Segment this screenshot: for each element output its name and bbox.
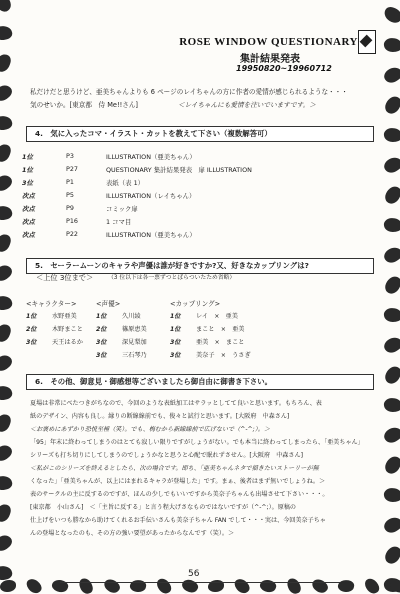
intro-line-2-credit: 気のせいか。[東京都 侍 Me!!さん] [30, 101, 138, 109]
rose-icon [0, 322, 12, 343]
rose-icon [0, 442, 14, 464]
rose-icon [382, 514, 400, 536]
voice-item [96, 324, 147, 333]
rank-label: 1位 [170, 326, 181, 333]
rank-label: 3位 [96, 352, 107, 359]
rank-label: 次点 [22, 205, 35, 213]
rank-label: 1位 [22, 153, 33, 161]
voice-item [96, 311, 141, 320]
comment-line: 仕上げをいつも勝なから助けてくれるお手伝いさんも美奈子ちゃん FAN でして・・・実は、今回美奈子ちゃ [30, 517, 326, 524]
item-name: 木野まこと [52, 326, 83, 333]
rose-border-left [0, 0, 22, 594]
rank-label: 1位 [170, 313, 181, 320]
couples-item [170, 337, 245, 346]
rank-label: 3位 [170, 352, 181, 359]
rose-icon [383, 454, 400, 476]
couples-item [170, 311, 238, 320]
page-subtitle: 集計結果発表 [240, 54, 300, 65]
rank-label: 3位 [26, 339, 37, 346]
rank-label: 3位 [22, 179, 33, 187]
rose-icon [78, 576, 95, 594]
rank-label: 次点 [22, 218, 35, 226]
voice-item [96, 350, 147, 359]
rank-label: 2位 [96, 326, 107, 333]
rose-icon [383, 364, 400, 386]
rose-icon [258, 578, 277, 594]
footer-rule [60, 582, 340, 583]
rose-icon [155, 576, 173, 594]
rose-icon [129, 579, 147, 594]
page-ref: P3 [66, 152, 74, 160]
item-label: ILLUSTRATION（亜美ちゃん） [106, 231, 196, 239]
comment-line: ＜お褒めにあずかり恐悦至極（笑）。でも、梅むから新線線前で広げないで（^-^;）。＞ [30, 426, 270, 433]
rose-icon [0, 532, 14, 554]
rose-icon [0, 82, 14, 104]
survey-dates: 19950820~19960712 [236, 64, 332, 73]
rose-icon [102, 576, 122, 594]
couples-item [170, 350, 251, 359]
rose-icon [382, 64, 400, 86]
rose-icon [388, 577, 400, 594]
rose-icon [383, 274, 400, 296]
item-name: レイ × 亜美 [196, 313, 238, 320]
item-name: 美奈子 × うさぎ [196, 352, 251, 359]
item-label: 表紙（表 1） [106, 179, 145, 187]
section-5-top3-label: ＜上位 3位まで＞ [36, 273, 94, 282]
rank-label: 3位 [170, 339, 181, 346]
page-ref: P1 [66, 178, 74, 186]
rose-icon [0, 114, 13, 131]
rose-icon [0, 142, 12, 163]
rose-icon [383, 94, 400, 116]
rose-icon [383, 307, 400, 323]
rose-icon [383, 127, 400, 143]
comment-line: 紙のデザイン、内容も良し。縁りの断線線前でも、俊々と試行と思います。[大阪府 中森さん] [30, 413, 290, 420]
page-ref: P5 [66, 191, 74, 199]
section-5-heading-text: 5. セーラームーンのキャラや声優は誰が好きですか?又、好きなカップリングは? [35, 261, 309, 270]
rank-label: 2位 [26, 326, 37, 333]
item-label: ILLUSTRATION（亜美ちゃん） [106, 153, 196, 161]
item-name: 水野亜美 [52, 313, 77, 320]
voice-item [96, 337, 147, 346]
rose-icon [0, 580, 16, 592]
page-number: 56 [188, 569, 200, 579]
item-label: QUESTIONARY 集計結果発表 扉 ILLUSTRATION [106, 166, 252, 174]
comment-line: んの登場となったのも、その方の強い要望があったからなんです（笑）。＞ [30, 530, 235, 537]
characters-item [26, 337, 83, 346]
rose-icon [382, 334, 400, 356]
rose-icon [0, 204, 13, 221]
comment-line: くなった」「亜美ちゃんが、以上にはまれるキャラが登場した」です。まぁ、後者はまず無いでしょうね。＞ [30, 478, 326, 485]
rank-label: 1位 [22, 166, 33, 174]
rose-icon [180, 577, 200, 594]
rose-icon [0, 352, 14, 374]
rose-icon [0, 412, 12, 433]
rank-label: 次点 [22, 192, 35, 200]
comment-line: ＜私がこのシリーズを終えるとしたら、次の場合です。即ち、「亜美ちゃんネタで描きたいストーリーが無 [30, 465, 319, 472]
section-6-heading [26, 374, 374, 390]
comment-line: 夏場は非常にべたつきがちなので、今回のような表紙加工はサラッとしてて良いと思います。もちろん、表 [30, 400, 322, 407]
rose-icon [0, 502, 12, 523]
rose-icon [0, 294, 13, 311]
rose-icon [383, 544, 400, 566]
rank-label: 1位 [96, 313, 107, 320]
rose-icon [0, 172, 14, 194]
rose-icon [337, 579, 355, 594]
item-label: ILLUSTRATION（レイちゃん） [106, 192, 196, 200]
section-4-heading-text: 4. 気に入ったコマ・イラスト・カットを教えて下さい（複数解答可） [35, 129, 272, 138]
rose-icon [310, 576, 330, 594]
comment-line: 「95」年末に終わってしまうのはとても寂しい限りですがしょうがない。でも本当に終わってしまったら、「亜美ちゃん」 [30, 439, 364, 446]
rank-label: 次点 [22, 231, 35, 239]
rose-icon [0, 0, 14, 14]
item-label: 1 コマ目 [106, 218, 132, 226]
item-label: コミック扉 [106, 205, 138, 213]
item-name: まこと × 亜美 [196, 326, 245, 333]
comment-line: シリーズも打ち切りにしてしまうのでしょうかなと思うと心配で眠れずさせん。[大阪府 中森さん] [30, 452, 303, 459]
rose-icon [383, 487, 400, 503]
rose-icon [24, 576, 43, 594]
rose-icon [286, 576, 303, 594]
item-name: 三石琴乃 [122, 352, 147, 359]
page-ref: P27 [66, 165, 78, 173]
rose-emblem-icon [358, 30, 376, 54]
item-name: 天王はるか [52, 339, 83, 346]
item-name: 久川綾 [122, 313, 141, 320]
characters-item [26, 324, 83, 333]
rank-label: 1位 [26, 313, 37, 320]
rose-icon [232, 576, 251, 594]
rose-icon [383, 217, 400, 233]
voice-title: <声優> [96, 300, 121, 308]
rose-border-bottom [0, 574, 400, 594]
page-ref: P22 [66, 230, 78, 238]
rose-icon [0, 232, 12, 253]
rose-icon [363, 576, 381, 594]
couples-item [170, 324, 245, 333]
page-ref: P9 [66, 204, 74, 212]
item-name: 篠原恵美 [122, 326, 147, 333]
intro-line-2-reply: ＜レイちゃんにも愛情を注いでいますです。＞ [178, 101, 316, 109]
rose-icon [382, 244, 400, 266]
section-6-heading-text: 6. その他、御意見・御感想等ございましたら御自由に御書き下さい。 [35, 377, 273, 386]
rose-icon [0, 24, 13, 41]
rose-icon [0, 262, 14, 284]
page-title: ROSE WINDOW QUESTIONARY [179, 36, 358, 48]
rose-icon [50, 578, 69, 594]
characters-item [26, 311, 77, 320]
intro-line-1: 私だけだと思うけど、亜美ちゃんよりも 6 ページのレイちゃんの方に作者の愛情が感じられるような・・・ [30, 88, 348, 96]
rose-icon [0, 474, 13, 491]
item-name: 深見梨加 [122, 339, 147, 346]
page-ref: P16 [66, 217, 78, 225]
characters-title: <キャラクター> [26, 300, 77, 308]
couples-title: <カップリング> [170, 300, 221, 308]
rose-icon [383, 37, 400, 53]
rose-icon [382, 424, 400, 446]
rose-border-right [378, 0, 400, 594]
rose-icon [382, 5, 400, 25]
item-name: 亜美 × まこと [196, 339, 245, 346]
rank-label: 3位 [96, 339, 107, 346]
rose-icon [0, 52, 12, 73]
section-5-note: （3 位以下は各一票ずつとばらついたため省略） [108, 275, 236, 281]
rose-icon [383, 184, 400, 206]
rose-icon [382, 154, 400, 176]
rose-icon [383, 397, 400, 413]
comment-line: [東京都 小山さん] ＜「主旨に反する」と言う程大げさなものではないですが（^-^;）。原稿の [30, 504, 297, 511]
section-4-heading [26, 126, 374, 142]
rose-icon [0, 384, 13, 401]
comment-line: 表のサークルの主に反するのですが、ほんの少しでもいいですから美奈子ちゃんも出場させて下さい・・・。 [30, 491, 329, 498]
